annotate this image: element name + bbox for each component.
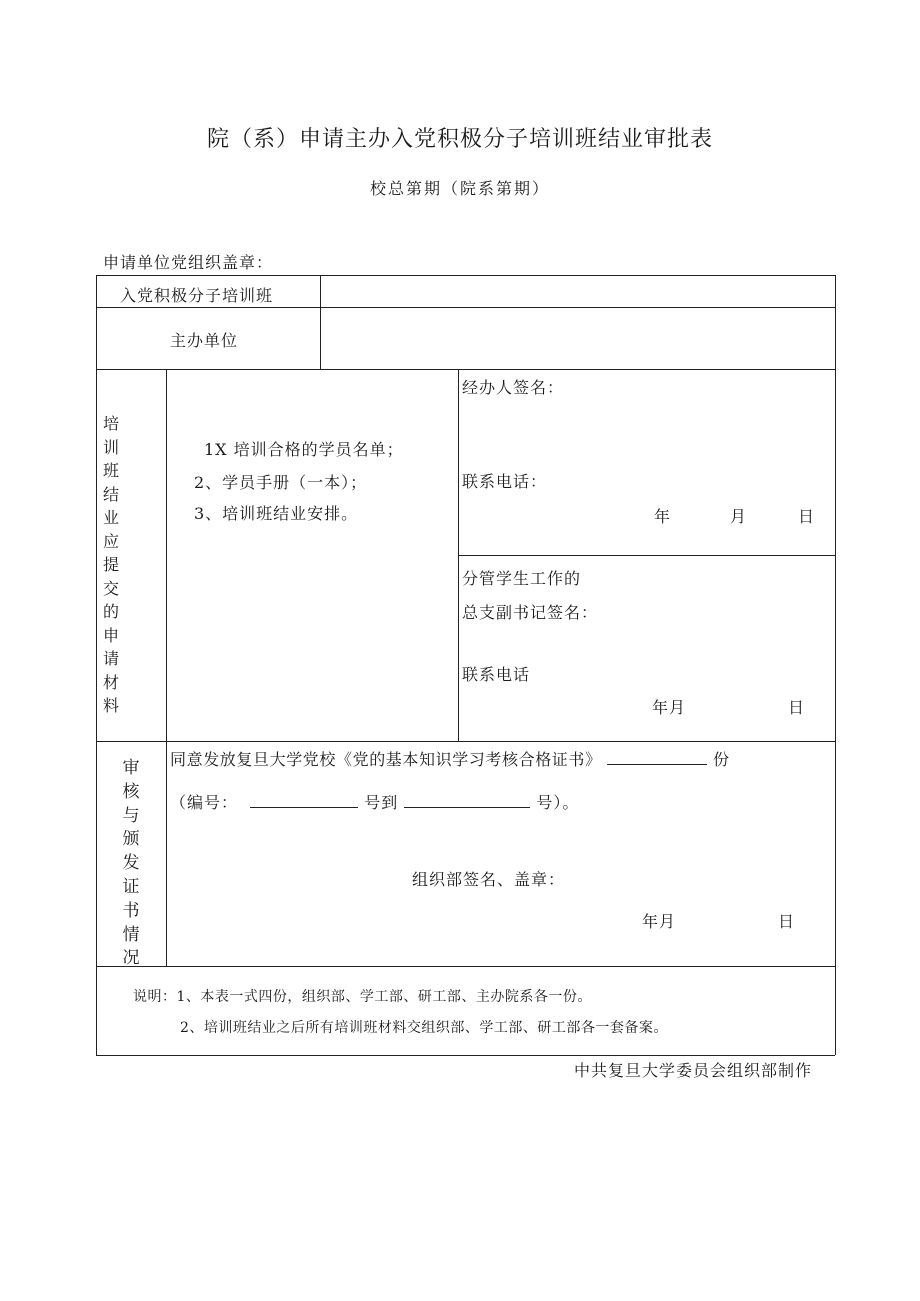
review-line2-prefix: （编号： xyxy=(170,793,239,812)
column-divider xyxy=(458,369,459,741)
table-left-border xyxy=(96,275,97,1055)
secretary-label-line1: 分管学生工作的 xyxy=(462,569,582,588)
review-section-label: 审核与颁发证书情况 xyxy=(122,758,140,969)
review-line2-middle: 号到 xyxy=(364,793,399,812)
handler-date-month: 月 xyxy=(730,507,748,526)
seal-label: 申请单位党组织盖章： xyxy=(103,253,274,272)
column-divider xyxy=(320,275,321,369)
training-class-field[interactable] xyxy=(330,283,820,305)
row-divider xyxy=(96,741,835,742)
host-unit-label: 主办单位 xyxy=(170,331,239,350)
handler-signature-label: 经办人签名： xyxy=(462,378,565,397)
review-certificate-line xyxy=(170,747,730,770)
materials-section-label: 培训班结业应提交的申请材料 xyxy=(102,414,119,715)
secretary-signature-label: 总支副书记签名： xyxy=(462,603,599,622)
secretary-date-year-month: 年月 xyxy=(652,698,687,717)
issuer-footer: 中共复旦大学委员会组织部制作 xyxy=(573,1061,812,1080)
handler-phone-label: 联系电话： xyxy=(462,472,548,491)
note-line-1: 说明：1、本表一式四份，组织部、学工部、研工部、主办院系各一份。 xyxy=(133,989,592,1005)
row-divider xyxy=(458,555,835,556)
review-number-line xyxy=(170,790,579,813)
page-subtitle: 校总第期（院系第期） xyxy=(369,179,550,198)
review-date-day: 日 xyxy=(778,912,796,931)
host-unit-field[interactable] xyxy=(330,318,820,358)
row-divider xyxy=(96,966,835,967)
org-sign-label: 组织部签名、盖章： xyxy=(412,870,566,889)
certificate-count-blank[interactable] xyxy=(607,750,707,765)
table-right-border xyxy=(835,275,836,1055)
row-divider xyxy=(96,307,835,308)
materials-item-3: 3、培训班结业安排。 xyxy=(194,504,359,523)
materials-item-2: 2、学员手册（一本）； xyxy=(194,473,368,492)
secretary-date-day: 日 xyxy=(788,698,806,717)
table-top-border xyxy=(96,275,835,276)
row-divider xyxy=(96,369,835,370)
handler-date-year: 年 xyxy=(654,507,672,526)
materials-item-1: 1X 培训合格的学员名单； xyxy=(204,440,404,459)
number-from-blank[interactable] xyxy=(250,793,358,808)
review-line2-suffix: 号）。 xyxy=(536,793,580,812)
column-divider xyxy=(166,369,167,966)
table-bottom-border xyxy=(96,1055,835,1056)
handler-date-day: 日 xyxy=(798,507,816,526)
review-line1-prefix: 同意发放复旦大学党校《党的基本知识学习考核合格证书》 xyxy=(170,750,602,769)
review-line1-suffix: 份 xyxy=(712,750,730,769)
page-title: 院（系）申请主办入党积极分子培训班结业审批表 xyxy=(206,127,713,152)
number-to-blank[interactable] xyxy=(404,793,530,808)
secretary-phone-label: 联系电话 xyxy=(462,665,531,684)
note-line-2: 2、培训班结业之后所有培训班材料交组织部、学工部、研工部各一套备案。 xyxy=(180,1020,668,1036)
training-class-label: 入党积极分子培训班 xyxy=(120,286,274,305)
review-date-year-month: 年月 xyxy=(642,912,677,931)
